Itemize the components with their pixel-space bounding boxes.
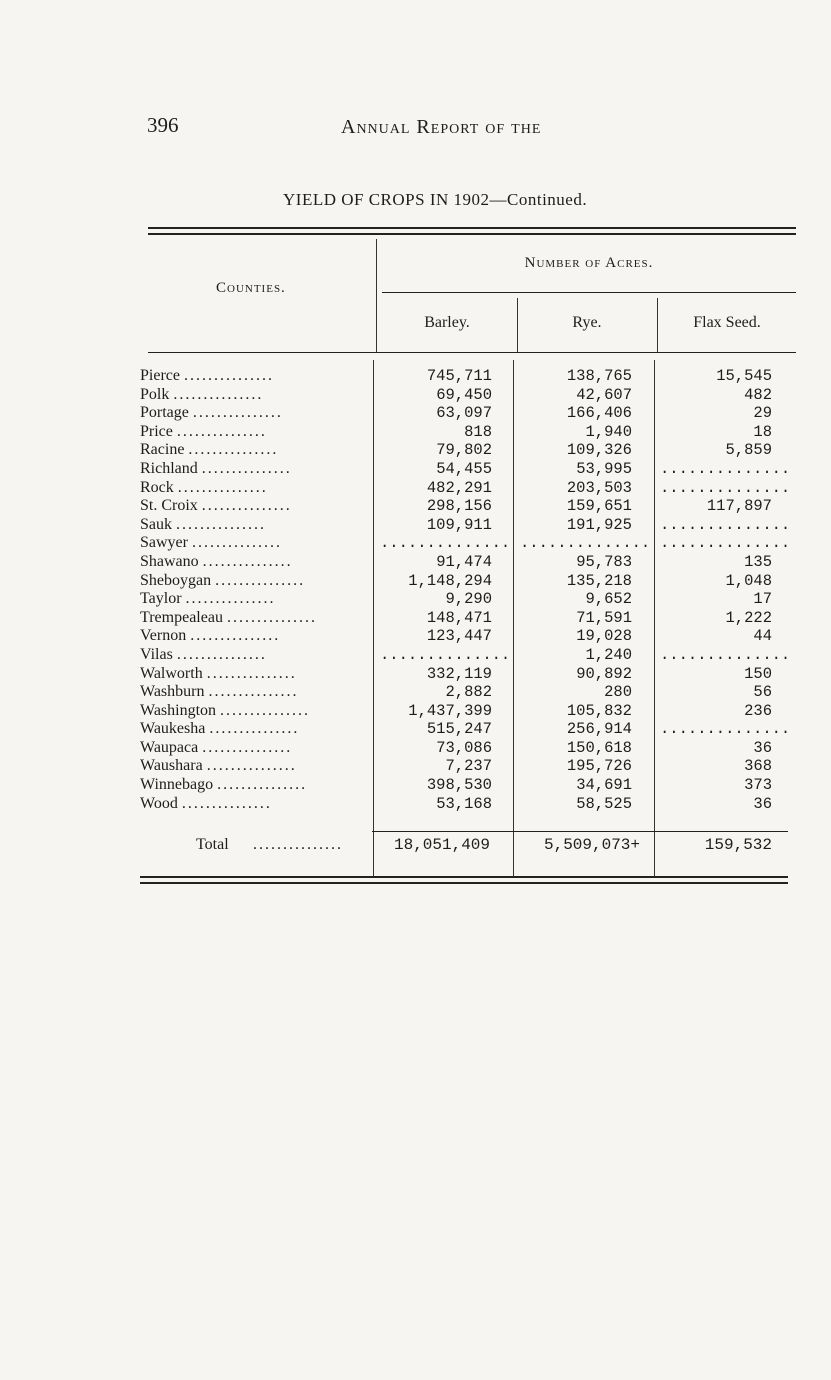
rye-acres: 58,525 <box>576 794 632 813</box>
barley-acres: 53,168 <box>436 794 492 813</box>
barley-acres: .............. <box>380 645 511 664</box>
barley-acres: 2,882 <box>445 683 492 702</box>
table-row <box>140 609 800 628</box>
table-row <box>140 497 800 516</box>
flax-seed-acres: 1,048 <box>725 571 772 590</box>
county-name: Waushara ............... <box>140 757 297 775</box>
table-row <box>140 534 800 553</box>
table-row <box>140 367 800 386</box>
flax-seed-acres: 56 <box>753 683 772 702</box>
flax-seed-acres: 373 <box>744 776 772 795</box>
rye-acres: 1,940 <box>585 422 632 441</box>
barley-column-header: Barley. <box>424 314 470 331</box>
table-row <box>140 479 800 498</box>
flax-seed-acres: 36 <box>753 738 772 757</box>
county-name: Trempealeau ............... <box>140 608 317 626</box>
table-row <box>140 590 800 609</box>
table-row <box>140 404 800 423</box>
flax-seed-acres: 1,222 <box>725 608 772 627</box>
rye-acres: 9,652 <box>585 590 632 609</box>
table-row <box>140 386 800 405</box>
county-rows <box>140 367 800 813</box>
bottom-rule-second <box>140 882 788 884</box>
rye-column-header: Rye. <box>572 314 602 331</box>
county-name: Vilas ............... <box>140 645 267 663</box>
rye-acres: 105,832 <box>566 701 632 720</box>
barley-acres: 79,802 <box>436 441 492 460</box>
flax-seed-acres: 44 <box>753 627 772 646</box>
rye-acres: 280 <box>604 683 632 702</box>
county-name: Wood ............... <box>140 794 272 812</box>
rye-acres: 1,240 <box>585 645 632 664</box>
barley-acres: 9,290 <box>445 590 492 609</box>
page-number: 396 <box>147 113 179 137</box>
rye-acres: 195,726 <box>566 757 632 776</box>
barley-acres: 515,247 <box>426 720 492 739</box>
flax-seed-acres: 17 <box>753 590 772 609</box>
table-row <box>140 665 800 684</box>
county-name: St. Croix ............... <box>140 497 292 515</box>
table-row <box>140 646 800 665</box>
rye-acres: 53,995 <box>576 459 632 478</box>
county-name: Racine ............... <box>140 441 279 459</box>
table-row <box>140 516 800 535</box>
table-row <box>140 572 800 591</box>
county-name: Vernon ............... <box>140 627 281 645</box>
county-name: Washburn ............... <box>140 683 299 701</box>
table-row <box>140 423 800 442</box>
barley-acres: 91,474 <box>436 552 492 571</box>
barley-acres: 818 <box>464 422 492 441</box>
barley-acres: 7,237 <box>445 757 492 776</box>
county-name: Rock ............... <box>140 478 268 496</box>
table-row <box>140 776 800 795</box>
rye-acres: 95,783 <box>576 552 632 571</box>
county-name: Winnebago ............... <box>140 776 308 794</box>
total-barley: 18,051,409 <box>393 836 490 854</box>
rye-acres: 34,691 <box>576 776 632 795</box>
bottom-rule <box>140 876 788 878</box>
rye-acres: 135,218 <box>566 571 632 590</box>
rye-acres: 203,503 <box>566 478 632 497</box>
county-name: Richland ............... <box>140 459 292 477</box>
county-name: Waupaca ............... <box>140 738 293 756</box>
flax-seed-acres: 29 <box>753 404 772 423</box>
barley-acres: 745,711 <box>426 367 492 385</box>
rye-acres: 191,925 <box>566 515 632 534</box>
total-row <box>140 836 800 858</box>
county-name: Portage ............... <box>140 404 283 422</box>
table-row <box>140 683 800 702</box>
county-name: Polk ............... <box>140 385 264 403</box>
barley-acres: 482,291 <box>426 478 492 497</box>
barley-acres: 1,437,399 <box>408 701 492 720</box>
header-bottom-rule <box>148 352 796 353</box>
rye-acres: 109,326 <box>566 441 632 460</box>
flax-seed-acres: 236 <box>744 701 772 720</box>
rye-acres: 71,591 <box>576 608 632 627</box>
table-row <box>140 553 800 572</box>
barley-acres: 123,447 <box>426 627 492 646</box>
county-name: Price ............... <box>140 422 267 440</box>
table-row <box>140 702 800 721</box>
table-row <box>140 739 800 758</box>
rye-acres: .............. <box>520 534 651 553</box>
rye-acres: 256,914 <box>566 720 632 739</box>
rye-acres: 90,892 <box>576 664 632 683</box>
barley-acres: 109,911 <box>426 515 492 534</box>
county-name: Washington ............... <box>140 701 311 719</box>
table-row <box>140 460 800 479</box>
barley-acres: 69,450 <box>436 385 492 404</box>
barley-acres: 148,471 <box>426 608 492 627</box>
flax-seed-acres: 368 <box>744 757 772 776</box>
acres-group-header: Number of Acres. <box>524 255 654 271</box>
county-name: Sauk ............... <box>140 515 266 533</box>
county-name: Sawyer ............... <box>140 534 282 552</box>
table-row <box>140 627 800 646</box>
barley-acres: 332,119 <box>426 664 492 683</box>
counties-column-header: Counties. <box>216 280 286 296</box>
flax-seed-acres: .............. <box>660 478 791 497</box>
flax-seed-acres: .............. <box>660 645 791 664</box>
rye-acres: 150,618 <box>566 738 632 757</box>
barley-acres: 63,097 <box>436 404 492 423</box>
rye-acres: 159,651 <box>566 497 632 516</box>
flax-seed-acres: 5,859 <box>725 441 772 460</box>
flax-seed-acres: .............. <box>660 534 791 553</box>
flax-seed-acres: 150 <box>744 664 772 683</box>
barley-acres: .............. <box>380 534 511 553</box>
county-name: Taylor ............... <box>140 590 276 608</box>
barley-acres: 1,148,294 <box>408 571 492 590</box>
flax-seed-acres: 18 <box>753 422 772 441</box>
county-name: Pierce ............... <box>140 367 274 384</box>
flax-seed-acres: 482 <box>744 385 772 404</box>
flax-seed-acres: .............. <box>660 515 791 534</box>
table-row <box>140 795 800 814</box>
rye-acres: 138,765 <box>566 367 632 385</box>
total-rule <box>372 831 788 832</box>
top-rule <box>148 227 796 229</box>
total-leader: ............... <box>253 836 343 853</box>
rye-acres: 166,406 <box>566 404 632 423</box>
total-rye: 5,509,073+ <box>543 836 640 854</box>
barley-acres: 298,156 <box>426 497 492 516</box>
flax-seed-acres: 36 <box>753 794 772 813</box>
flax-seed-acres: 135 <box>744 552 772 571</box>
flax-seed-column-header: Flax Seed. <box>693 314 761 331</box>
header-divider <box>376 239 377 353</box>
rye-acres: 19,028 <box>576 627 632 646</box>
county-name: Shawano ............... <box>140 552 293 570</box>
county-name: Sheboygan ............... <box>140 571 306 589</box>
flax-seed-acres: 117,897 <box>706 497 772 516</box>
running-head: Annual Report of the <box>341 116 542 138</box>
barley-acres: 73,086 <box>436 738 492 757</box>
total-flax: 159,532 <box>704 836 772 854</box>
top-rule-second <box>148 233 796 235</box>
table-row <box>140 757 800 776</box>
flax-seed-acres: 15,545 <box>716 367 772 385</box>
table-row <box>140 720 800 739</box>
county-name: Walworth ............... <box>140 664 297 682</box>
group-underline <box>382 292 796 293</box>
flax-seed-acres: .............. <box>660 459 791 478</box>
table-title: YIELD OF CROPS IN 1902—Continued. <box>283 190 588 209</box>
total-label: Total <box>196 836 229 853</box>
barley-acres: 54,455 <box>436 459 492 478</box>
table-row <box>140 441 800 460</box>
rye-acres: 42,607 <box>576 385 632 404</box>
county-name: Waukesha ............... <box>140 720 300 738</box>
barley-acres: 398,530 <box>426 776 492 795</box>
flax-seed-acres: .............. <box>660 720 791 739</box>
